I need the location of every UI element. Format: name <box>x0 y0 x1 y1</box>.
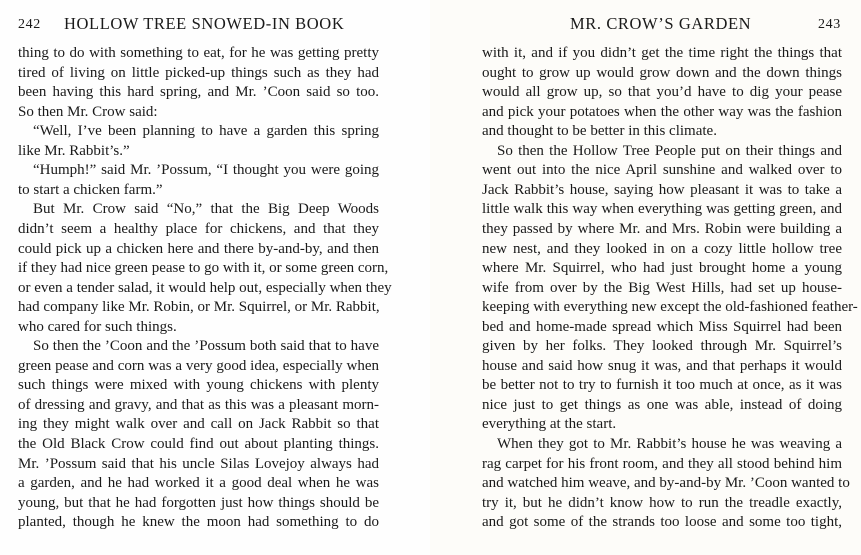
text-line: and got some of the strands too loose and some too tight, <box>482 514 842 531</box>
text-line: little walk this way when everything was getting green, and <box>482 201 842 218</box>
text-line: to start a chicken farm.” <box>18 181 163 198</box>
text-line: ought to grow up would grow down and the down things <box>482 64 842 81</box>
text-line: if they had nice green pease to go with it, or some green corn, <box>18 260 389 277</box>
text-line: had company like Mr. Robin, or Mr. Squirrel, or Mr. Rabbit, <box>18 299 380 316</box>
text-line: be better not to try to furnish it too much at once, as it was <box>482 377 842 394</box>
text-line: young, but that he had forgotten just how things should be <box>18 494 379 511</box>
text-line: new nest, and they looked in on a cozy little hollow tree <box>482 240 842 257</box>
text-line: house and said how snug it was, and that perhaps it would <box>482 357 842 374</box>
left-page <box>0 0 430 555</box>
text-line: keeping with everything new except the old-fashioned feather- <box>482 299 858 316</box>
text-line: nice just to get things as one was able, instead of doing <box>482 396 842 413</box>
text-line: the Old Black Crow could find out about planting things. <box>18 436 379 452</box>
text-line: could pick up a chicken here and there by-and-by, and then <box>18 240 379 257</box>
text-line: planted, though he knew the moon had something to do <box>18 514 379 531</box>
text-line: bed and home-made spread which Miss Squirrel had been <box>482 318 842 335</box>
text-line: So then the ’Coon and the ’Possum both said that to have <box>33 338 379 355</box>
text-line: been having this hard spring, and Mr. ’Coon said so too. <box>18 84 379 101</box>
text-line: given by her folks. They looked through Mr. Squirrel’s <box>482 338 842 355</box>
running-head-right: MR. CROW’S GARDEN <box>570 14 752 33</box>
text-line: and pick your potatoes when the other way was the fashion <box>482 103 842 120</box>
right-page <box>430 0 861 555</box>
text-line: of dressing and gravy, and that as this was a pleasant morn- <box>18 396 379 413</box>
running-head-left: HOLLOW TREE SNOWED-IN BOOK <box>64 14 345 33</box>
text-line: who cared for such things. <box>18 318 177 335</box>
text-line: such things were mixed with young chickens with plenty <box>18 377 379 394</box>
text-line: everything at the start. <box>482 416 617 433</box>
text-line: Jack Rabbit’s house, saying how pleasant it was to take a <box>482 181 842 198</box>
text-line: “Well, I’ve been planning to have a garden this spring <box>33 123 379 140</box>
text-line: went out into the nice April sunshine and walked over to <box>482 162 842 179</box>
text-line: or even a tender salad, it would help out, especially when they <box>18 279 392 296</box>
text-line: would all grow up, so that you’d have to dig your pease <box>482 84 842 101</box>
page-number-right: 243 <box>818 17 841 32</box>
text-line: ing they might walk over and call on Jack Rabbit so that <box>18 416 379 433</box>
text-line: try it, but he didn’t know how to run the treadle exactly, <box>482 494 842 511</box>
text-line: didn’t seem a healthy place for chickens, and that they <box>18 220 379 237</box>
text-line: When they got to Mr. Rabbit’s house he was weaving a <box>497 436 842 452</box>
text-line: thing to do with something to eat, for he was getting pretty <box>18 45 379 61</box>
text-line: green pease and corn was a very good idea, especially when <box>18 357 379 374</box>
text-line: “Humph!” said Mr. ’Possum, “I thought you were going <box>33 162 379 179</box>
text-line: they passed by where Mr. and Mrs. Robin were building a <box>482 220 842 237</box>
text-line: So then the Hollow Tree People put on their things and <box>497 142 842 159</box>
text-line: tired of living on little picked-up things such as they had <box>18 64 379 81</box>
text-line: where Mr. Squirrel, who had just brought home a young <box>482 260 842 277</box>
text-line: a garden, and he had worked it a good deal when he was <box>18 475 379 492</box>
text-line: and watched him weave, and by-and-by Mr. ’Coon wanted to <box>482 475 850 492</box>
text-line: Mr. ’Possum said that his uncle Silas Lovejoy always had <box>18 455 379 472</box>
text-line: with it, and if you didn’t get the time right the things that <box>482 45 842 61</box>
text-line: But Mr. Crow said “No,” that the Big Deep Woods <box>33 201 379 218</box>
text-line: like Mr. Rabbit’s.” <box>18 142 130 159</box>
text-line: and thought to be better in this climate. <box>482 123 717 140</box>
text-line: So then Mr. Crow said: <box>18 103 158 120</box>
text-line: rag carpet for his front room, and they all stood behind him <box>482 455 842 472</box>
page-number-left: 242 <box>18 17 41 32</box>
text-line: wife from over by the Big West Hills, had set up house- <box>482 279 842 296</box>
